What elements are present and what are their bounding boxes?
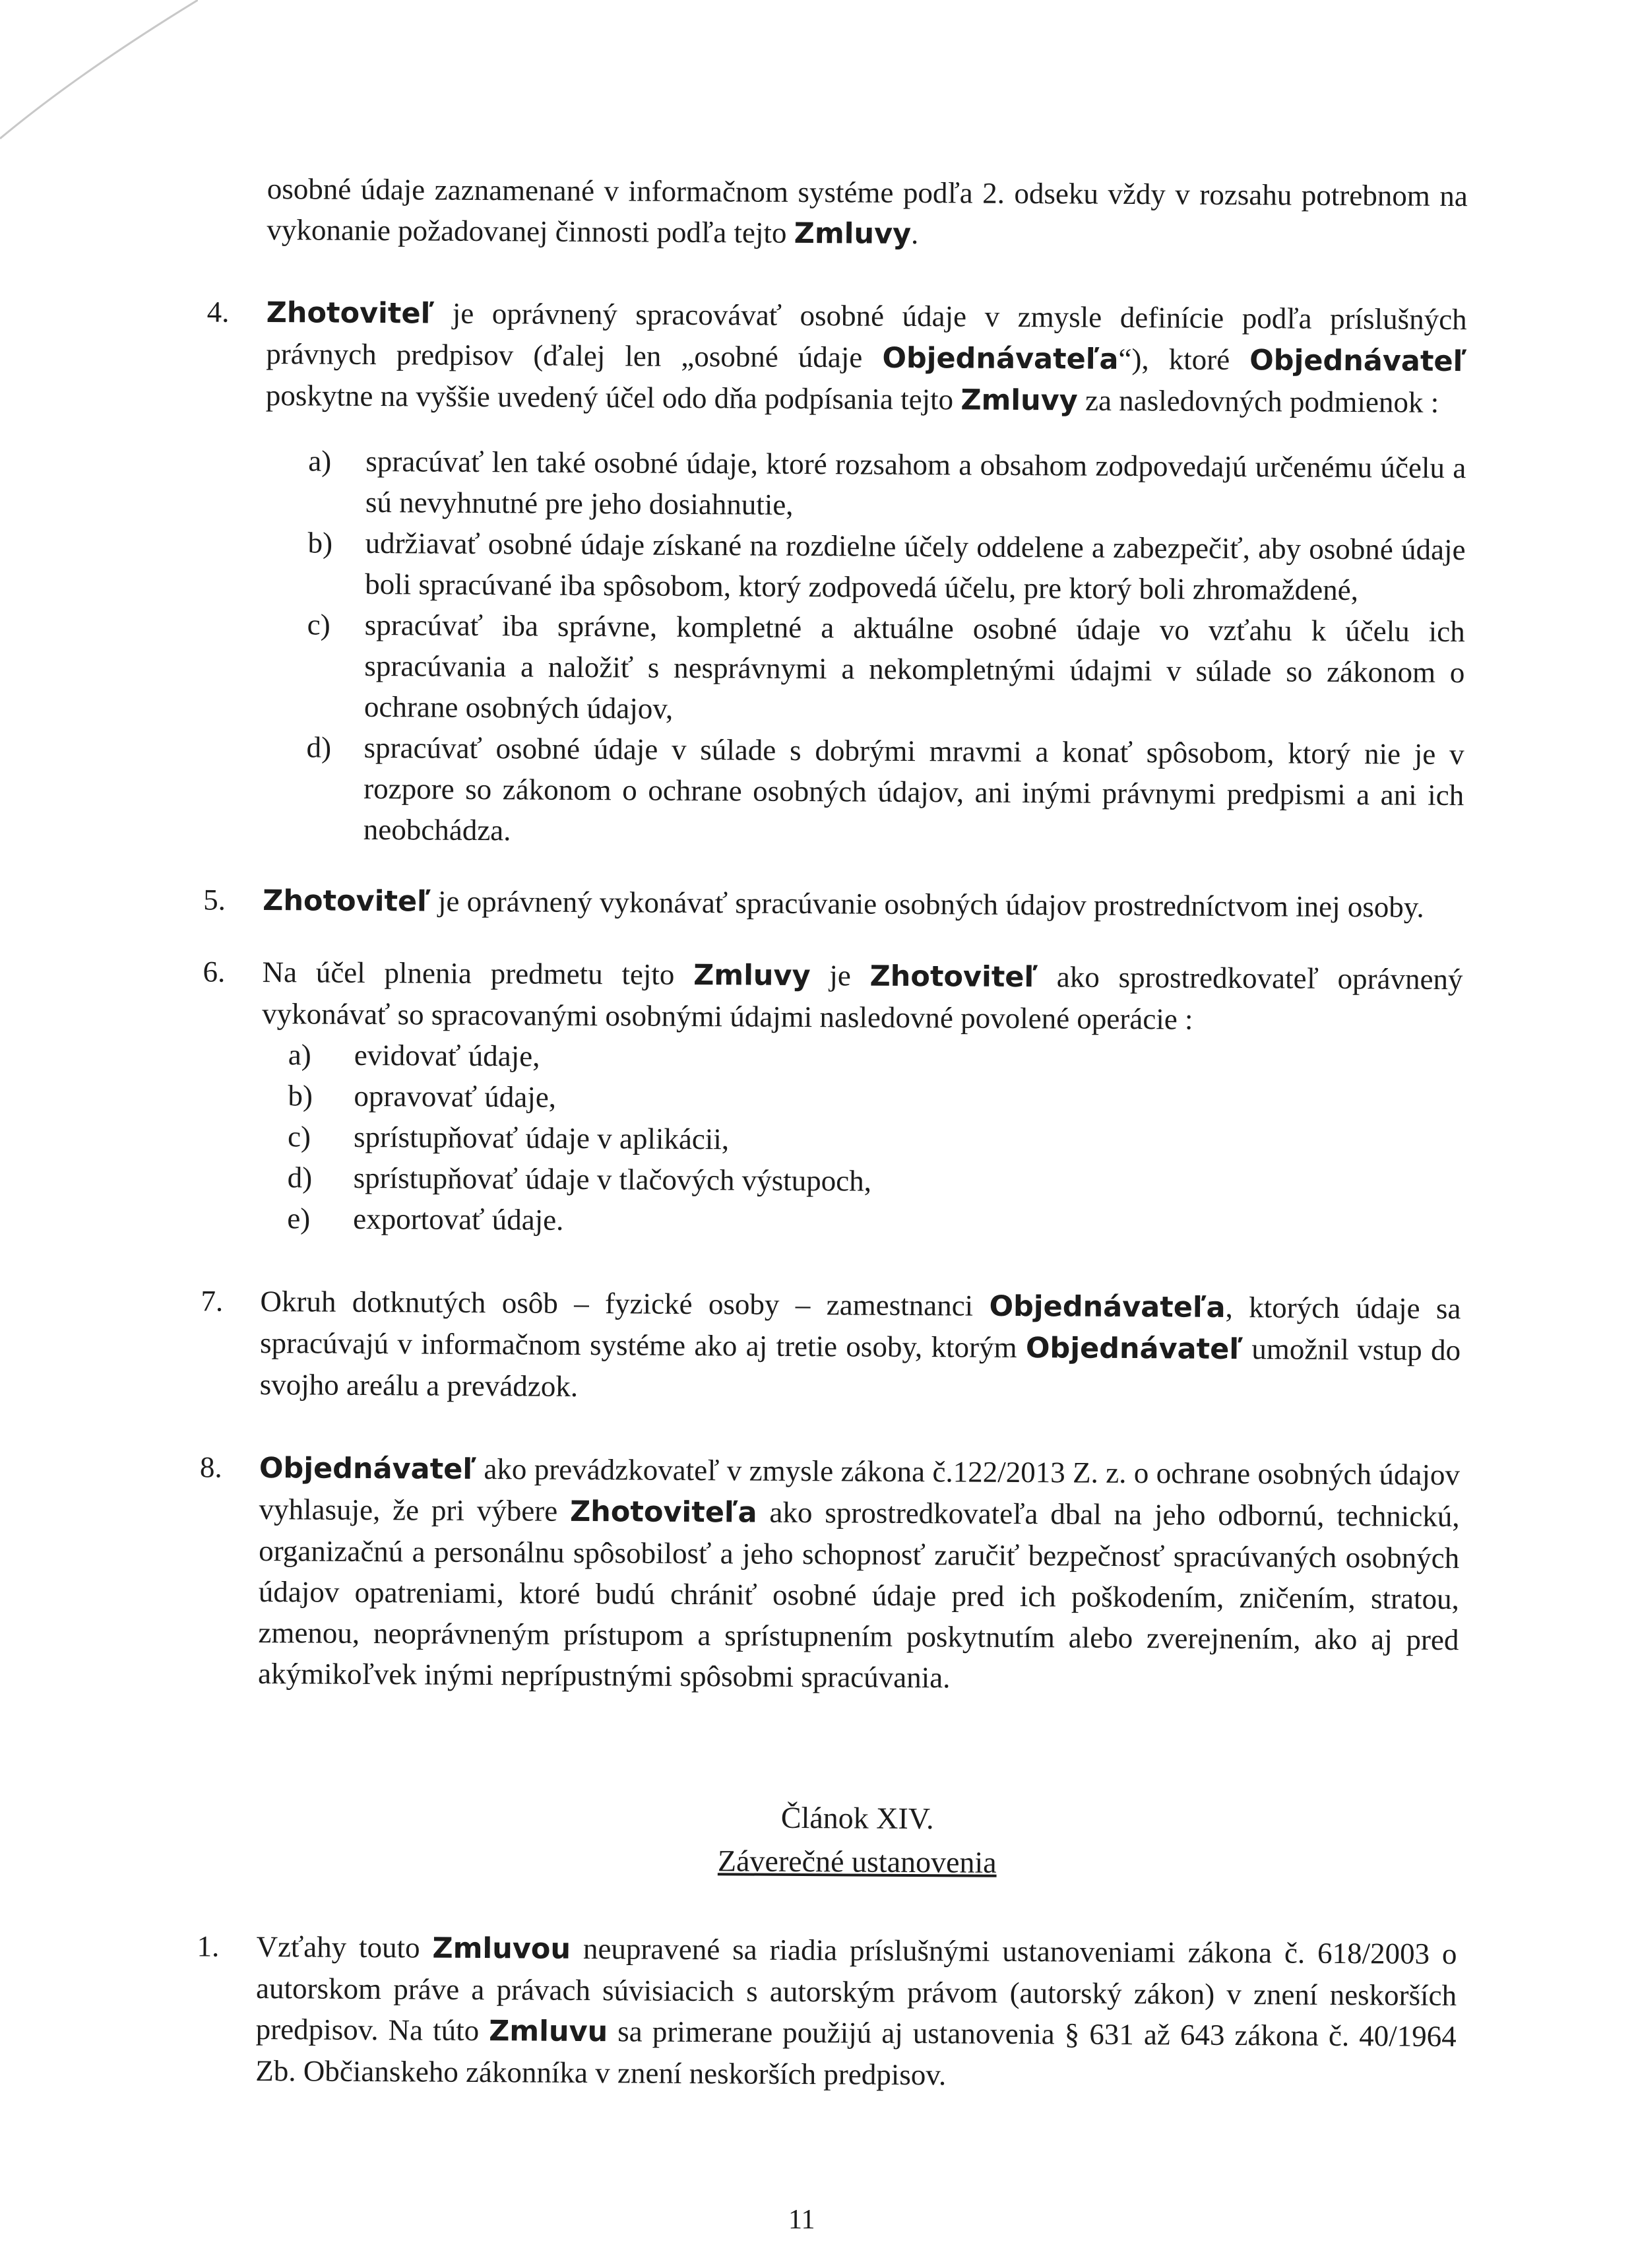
- bold-term: Zmluvy: [960, 383, 1078, 418]
- item-number: 4.: [206, 295, 230, 329]
- bold-term: Zhotoviteľa: [569, 1495, 757, 1530]
- list-letter: a): [308, 444, 332, 478]
- item-6: [203, 952, 1463, 1246]
- intro-text: osobné údaje zaznamenané v informačnom systéme podľa 2. odseku vždy v rozsahu potrebnom na vykonanie požadovanej činnosti podľa tejto: [267, 172, 1468, 249]
- text-run: umožnil vstup do svojho areálu a prevádzok.: [259, 1332, 1461, 1403]
- item-number: 8.: [199, 1450, 222, 1484]
- list-item-text: exportovať údaje.: [353, 1202, 564, 1237]
- page-number: 11: [788, 2205, 815, 2235]
- list-letter: b): [288, 1079, 313, 1113]
- text-run: “), ktoré: [1118, 342, 1250, 377]
- text-run: Na účel plnenia predmetu tejto: [262, 955, 694, 991]
- article-title: Záverečné ustanovenia: [717, 1844, 997, 1879]
- list-item-text: evidovať údaje,: [354, 1038, 540, 1073]
- list-item-text: spracúvať len také osobné údaje, ktoré rozsahom a obsahom zodpovedajú určenému účelu a sú nevyhnutné pre jeho dosiahnutie,: [365, 444, 1466, 521]
- list-item: [261, 1075, 1462, 1123]
- text-run: za nasledovných podmienok :: [1077, 383, 1439, 419]
- list-item: [263, 727, 1464, 857]
- article-heading: [257, 1793, 1458, 1887]
- item-5: [203, 880, 1463, 928]
- text-run: sa primerane použijú aj ustanovenia § 631 až 643 zákona č. 40/1964 Zb. Občianskeho zákonníka v znení neskorších predpisov.: [255, 2015, 1457, 2092]
- bold-term: Zhotoviteľ: [263, 884, 431, 919]
- intro-paragraph: [267, 168, 1468, 258]
- bold-term: Zhotoviteľ: [266, 296, 435, 331]
- bold-term: Zmluvu: [489, 2015, 608, 2049]
- list-item-text: spracúvať iba správne, kompletné a aktuálne osobné údaje vo vzťahu k účelu ich spracúvania a naložiť s nesprávnymi a nekompletnými údajmi v súlade so zákonom o ochrane osobných údajov,: [363, 608, 1465, 725]
- intro-bold: Zmluvy: [794, 216, 912, 251]
- item-number: 5.: [203, 883, 226, 917]
- list-letter: d): [306, 730, 332, 764]
- item-number: 1.: [197, 1929, 220, 1963]
- item-4: [206, 292, 1467, 857]
- bold-term: Objednávateľ: [1025, 1332, 1243, 1367]
- conditions-list: [263, 440, 1466, 857]
- list-item: [262, 1034, 1463, 1082]
- bold-term: Objednávateľa: [989, 1289, 1226, 1324]
- list-item-text: opravovať údaje,: [354, 1079, 557, 1114]
- bold-term: Zmluvy: [693, 958, 811, 993]
- list-letter: a): [288, 1038, 311, 1072]
- list-letter: b): [307, 526, 333, 560]
- final-item-1-text: [255, 1926, 1457, 2098]
- text-run: ako sprostredkovateľ oprávnený vykonávať so spracovanými osobnými údajmi nasledovné povolené operácie :: [262, 960, 1463, 1036]
- text-run: neupravené sa riadia príslušnými ustanoveniami zákona č. 618/2003 o autorskom práve a právach súvisiacich s autorským právom (autorský zákon) v znení neskorších predpisov. Na túto: [255, 1931, 1457, 2048]
- list-letter: e): [287, 1202, 311, 1235]
- item-6-text: [262, 952, 1463, 1041]
- list-item: [265, 440, 1466, 529]
- list-item: [264, 604, 1465, 734]
- item-number: 6.: [203, 955, 226, 988]
- item-8-text: [258, 1447, 1460, 1701]
- item-number: 7.: [201, 1284, 224, 1318]
- list-letter: c): [287, 1120, 311, 1153]
- bold-term: Zmluvou: [432, 1931, 571, 1966]
- text-run: je oprávnený spracovávať osobné údaje v zmysle definície podľa príslušných právnych predpisov (ďalej len „osobné údaje: [266, 296, 1467, 374]
- bold-term: Zhotoviteľ: [869, 959, 1038, 994]
- document-page: [197, 168, 1468, 2098]
- item-4-text: [266, 292, 1467, 424]
- text-run: , ktorých údaje sa spracúvajú v informačnom systéme ako aj tretie osoby, ktorým: [259, 1290, 1461, 1365]
- text-run: ako sprostredkovateľa dbal na jeho odbornú, technickú, organizačnú a personálnu spôsobilosť a jeho schopnosť zaručiť bezpečnosť spracúvaných osobných údajov opatreniami, ktoré budú chrániť osobné údaje pred ich poškodením, zničením, stratou, zmenou, neoprávneným prístupom a sprístupnením poskytnutím alebo zverejnením, ako aj pred akýmikoľvek inými neprípustnými spôsobmi spracúvania.: [257, 1495, 1460, 1695]
- list-letter: d): [287, 1161, 313, 1194]
- bold-term: Objednávateľ: [259, 1451, 477, 1486]
- list-item-text: spracúvať osobné údaje v súlade s dobrými mravmi a konať spôsobom, ktorý nie je v rozpore so zákonom o ochrane osobných údajov, ani inými právnymi predpismi a ani ich neobchádza.: [363, 730, 1464, 847]
- final-item-1: [197, 1926, 1457, 2098]
- list-item: [261, 1157, 1461, 1205]
- item-5-text: [263, 880, 1463, 928]
- list-item: [261, 1198, 1461, 1246]
- list-item-text: sprístupňovať údaje v aplikácii,: [353, 1120, 730, 1156]
- text-run: poskytne na vyššie uvedený účel odo dňa podpísania tejto: [265, 378, 961, 416]
- item-8: [199, 1447, 1461, 1701]
- list-item: [261, 1116, 1462, 1164]
- item-7-text: [260, 1281, 1461, 1412]
- list-item-text: sprístupňovať údaje v tlačových výstupoch,: [353, 1161, 872, 1198]
- bold-term: Objednávateľa: [882, 341, 1119, 376]
- list-item-text: udržiavať osobné údaje získané na rozdielne účely oddelene a zabezpečiť, aby osobné údaje boli spracúvané iba spôsobom, ktorý zodpovedá účelu, pre ktorý boli zhromaždené,: [365, 526, 1466, 607]
- list-letter: c): [307, 608, 330, 641]
- intro-end: .: [910, 216, 919, 251]
- text-run: ako prevádzkovateľ v zmysle zákona č.122/2013 Z. z. o ochrane osobných údajov vyhlasuje, že pri výbere: [259, 1452, 1461, 1528]
- list-item: [265, 522, 1466, 611]
- text-run: Vzťahy touto: [256, 1929, 433, 1964]
- bold-term: Objednávateľ: [1249, 344, 1467, 379]
- text-run: je: [810, 959, 870, 992]
- article-number: Článok XIV.: [780, 1800, 934, 1836]
- scan-corner-line: [0, 0, 198, 198]
- item-7: [201, 1281, 1461, 1412]
- text-run: Okruh dotknutých osôb – fyzické osoby – zamestnanci: [260, 1284, 990, 1322]
- operations-list: [261, 1034, 1463, 1246]
- text-run: je oprávnený vykonávať spracúvanie osobných údajov prostredníctvom inej osoby.: [430, 884, 1424, 924]
